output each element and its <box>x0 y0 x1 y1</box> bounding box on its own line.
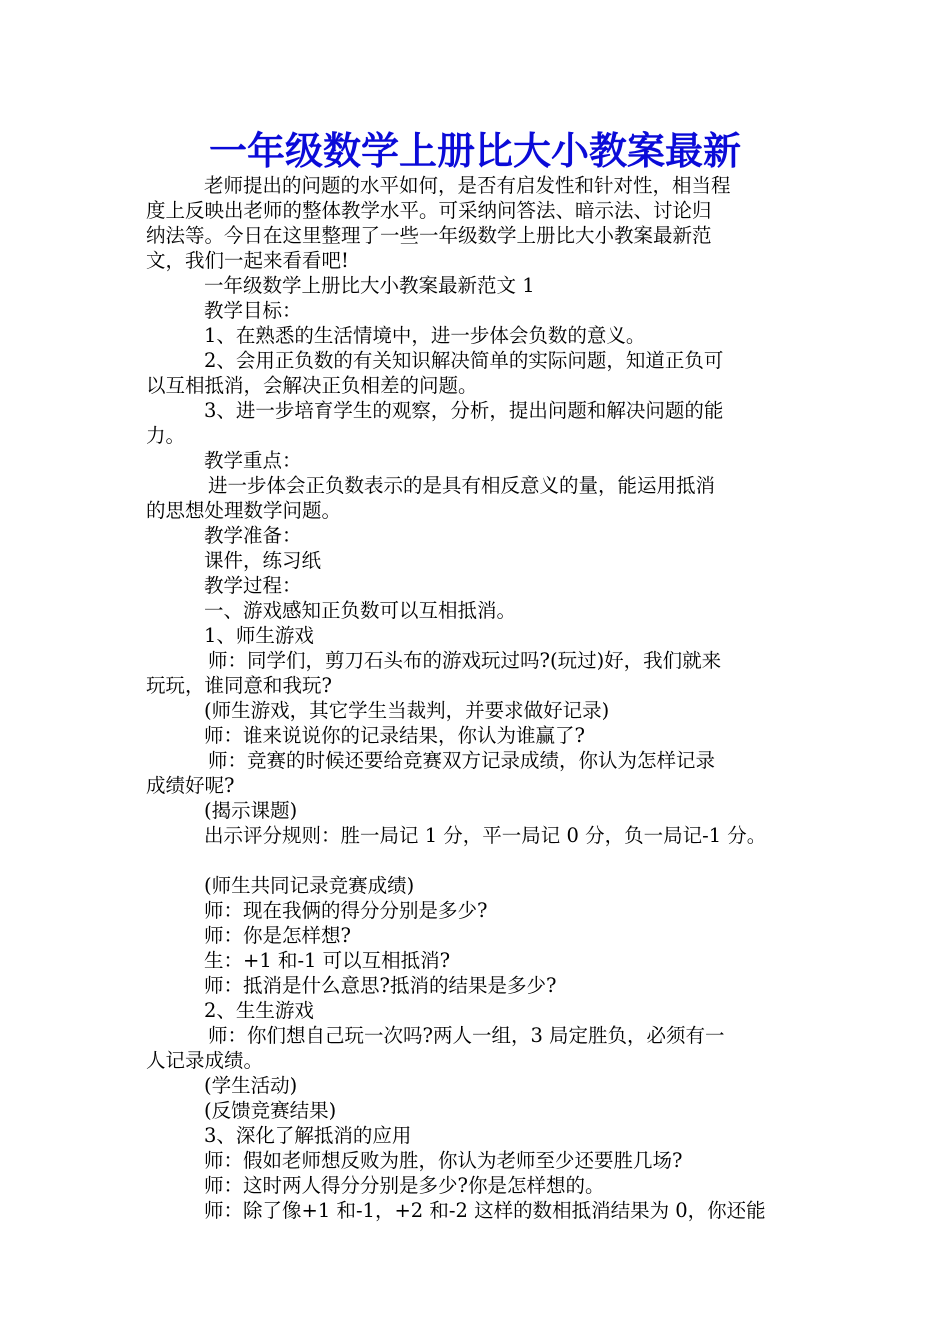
text-line: 1、在熟悉的生活情境中，进一步体会负数的意义。 <box>204 324 646 347</box>
text-line: 纳法等。今日在这里整理了一些一年级数学上册比大小教案最新范 <box>146 224 712 247</box>
text-line: 人记录成绩。 <box>146 1049 264 1072</box>
text-line: 以互相抵消，会解决正负相差的问题。 <box>146 374 478 397</box>
text-line: 师：这时两人得分分别是多少?你是怎样想的。 <box>204 1174 605 1197</box>
text-line: 师：你们想自己玩一次吗?两人一组，3 局定胜负，必须有一 <box>208 1024 725 1047</box>
text-line: 师：你是怎样想? <box>204 924 351 947</box>
text-line: 师：除了像+1 和-1，+2 和-2 这样的数相抵消结果为 0，你还能 <box>204 1199 766 1222</box>
text-line: 出示评分规则：胜一局记 1 分，平一局记 0 分，负一局记-1 分。 <box>204 824 767 847</box>
text-line: 2、会用正负数的有关知识解决简单的实际问题，知道正负可 <box>204 349 724 372</box>
text-line: 1、师生游戏 <box>204 624 314 647</box>
text-line: 2、生生游戏 <box>204 999 314 1022</box>
text-line: 师：现在我俩的得分分别是多少? <box>204 899 488 922</box>
text-line: 师：竞赛的时候还要给竞赛双方记录成绩，你认为怎样记录 <box>208 749 716 772</box>
text-line: 文，我们一起来看看吧! <box>146 249 349 272</box>
text-line: 的思想处理数学问题。 <box>146 499 342 522</box>
text-line: 3、进一步培育学生的观察，分析，提出问题和解决问题的能 <box>204 399 724 422</box>
text-line: 教学重点： <box>204 449 302 472</box>
text-line: 师：抵消是什么意思?抵消的结果是多少? <box>204 974 557 997</box>
text-line: 师：同学们，剪刀石头布的游戏玩过吗?(玩过)好，我们就来 <box>208 649 722 672</box>
text-line: 教学准备： <box>204 524 302 547</box>
text-line: (师生游戏，其它学生当裁判，并要求做好记录) <box>204 699 610 722</box>
text-line: 师：谁来说说你的记录结果，你认为谁赢了? <box>204 724 585 747</box>
text-line: 课件，练习纸 <box>204 549 322 572</box>
text-line: 教学目标： <box>204 299 302 322</box>
text-line: 3、深化了解抵消的应用 <box>204 1124 412 1147</box>
text-line: (揭示课题) <box>204 799 298 822</box>
text-line: (师生共同记录竞赛成绩) <box>204 874 415 897</box>
text-line: 生：+1 和-1 可以互相抵消? <box>204 949 451 972</box>
text-line: 老师提出的问题的水平如何，是否有启发性和针对性，相当程 <box>204 174 731 197</box>
text-line: 教学过程： <box>204 574 302 597</box>
text-line <box>146 848 812 873</box>
text-line: 一、游戏感知正负数可以互相抵消。 <box>204 599 517 622</box>
text-line: 进一步体会正负数表示的是具有相反意义的量，能运用抵消 <box>208 474 716 497</box>
text-line: (反馈竞赛结果) <box>204 1099 337 1122</box>
document-body <box>146 173 812 1223</box>
text-line: 力。 <box>146 424 186 447</box>
page-title: 一年级数学上册比大小教案最新 <box>208 129 741 173</box>
text-line: 玩玩，谁同意和我玩? <box>146 674 332 697</box>
text-line: (学生活动) <box>204 1074 298 1097</box>
text-line: 成绩好呢? <box>146 774 235 797</box>
text-line: 师：假如老师想反败为胜，你认为老师至少还要胜几场? <box>204 1149 683 1172</box>
text-line: 度上反映出老师的整体教学水平。可采纳问答法、暗示法、讨论归 <box>146 199 712 222</box>
text-line: 一年级数学上册比大小教案最新范文 1 <box>204 274 535 297</box>
